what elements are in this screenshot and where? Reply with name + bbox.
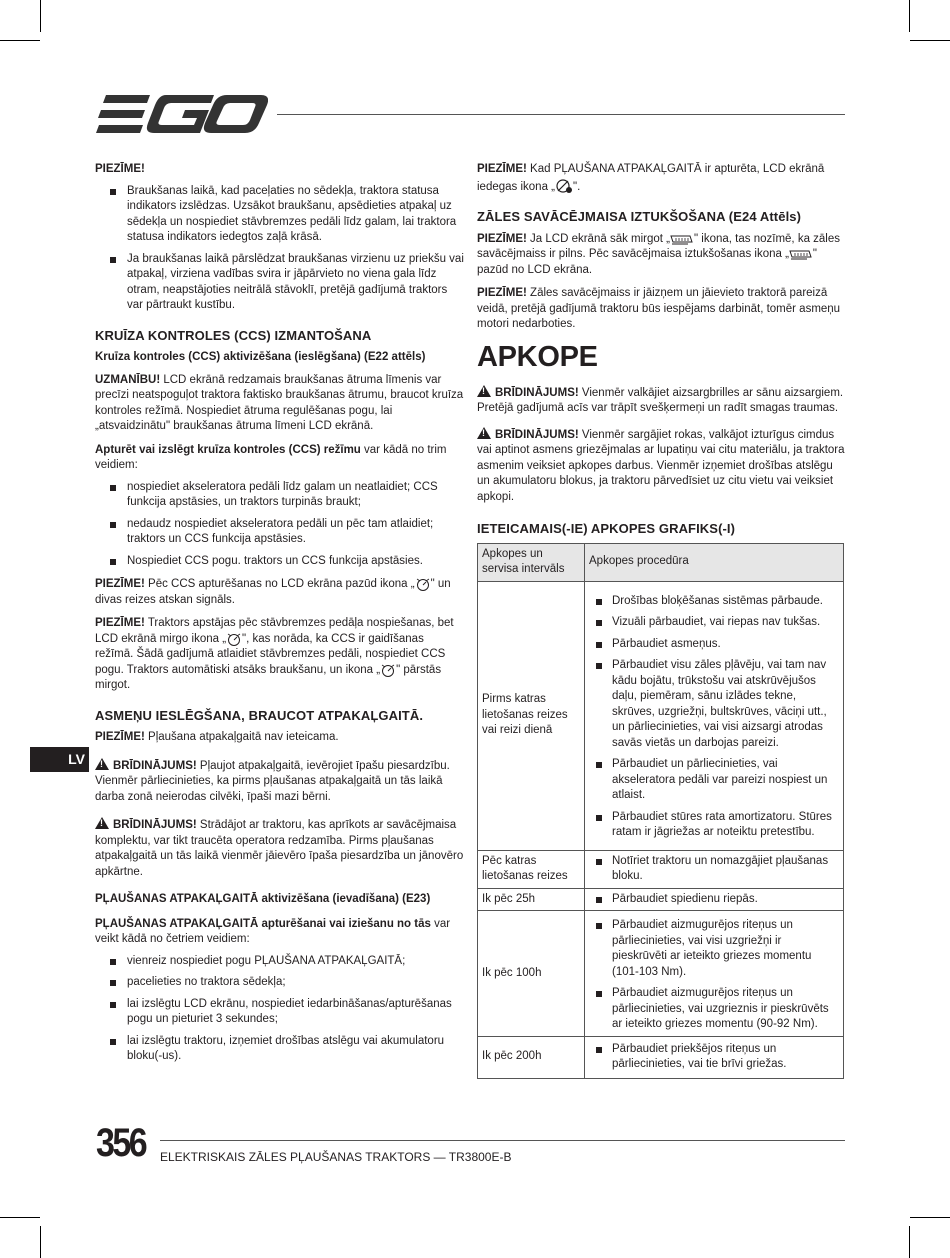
list-item: Notīriet traktoru un nomazgājiet pļaušanas bloku. [589,854,839,885]
reverse-note [95,730,465,746]
table-cell-procedure [585,888,844,911]
note-text: " un divas reizes atskan signāls. [95,578,451,606]
list-item: Pārbaudiet aizmugurējos riteņus un pārliecinieties, vai visi uzgriežņi ir pieskrūvēti ar ieteikto griezes momentu (101-103 Nm). [589,918,839,980]
subheading: PĻAUŠANAS ATPAKAĻGAITĀ aktivizēšana (ievadīšana) (E23) [95,893,431,905]
table-cell-interval: Ik pēc 25h [478,888,585,911]
list-item: Pārbaudiet stūres rata amortizatoru. Stūres ratam ir jāgriežas ar noteiktu pretestību. [589,810,839,841]
section-heading: ZĀLES SAVĀCĒJMAISA IZTUKŠOŠANA (E24 Attēls) [477,209,802,224]
reverse-warning-2 [95,817,465,880]
note-text: Ja LCD ekrānā sāk mirgot „ [526,232,671,245]
list-item: Pārbaudiet un pārliecinieties, vai akseleratora pedāli var pareizi nospiest un atlaist. [589,757,839,804]
warning-icon [95,758,109,770]
note-label: PIEZĪME! [477,232,527,245]
list-item: Pārbaudiet visu zāles pļāvēju, vai tam nav kādu bojātu, trūkstošu vai atskrūvējušos daļu, piemēram, sānu izlādes tekne, skrūves, uzgriežņi, bultskrūves, vāciņi utt., un pārliecinieties, vai visi aizsargi atrodas savās vietās un darbojas pareizi. [589,658,839,751]
warning-label: BRĪDINĀJUMS! [113,759,197,772]
warning-text: Pļaujot atpakaļgaitā, ievērojiet īpašu piesardzību. Vienmēr pārliecinieties, ka pirms pļaušanas atpakaļgaitā un tās laikā darba zonā neierodas cilvēki, īpaši mazi bērni. [95,759,450,803]
list-item: pacelieties no traktora sēdekļa; [95,975,465,991]
reverse-stop-intro [95,917,465,948]
warning-icon [477,427,491,439]
bag-note-1 [477,232,845,279]
list-item: nospiediet akseleratora pedāli līdz galam un neatlaidiet; CCS funkcija apstāsies, un traktors turpinās braukt; [95,480,465,511]
list-item: lai izslēgtu traktoru, izņemiet drošības atslēgu vai akumulatoru bloku(-us). [95,1034,465,1065]
page-number: 356 [96,1121,146,1165]
note-label: PIEZĪME! [95,617,145,629]
note-label: PIEZĪME! [95,578,145,590]
section-heading: KRUĪZA KONTROLES (CCS) IZMANTOŠANA [95,327,372,343]
ccs-stop-intro [95,443,465,474]
list-item: Braukšanas laikā, kad paceļaties no sēdekļa, traktora statusa indikators izslēdzas. Uzsākot braukšanu, apsēdieties atpakaļ uz sēdekļa un nospiediet stāvbremzes pedāli līdz galam, lai traktora statusa indikators iedegtos zaļā krāsā. [95,184,465,246]
note-label: PIEZĪME! [95,731,145,743]
table-cell-procedure [585,850,844,888]
warning-label: BRĪDINĀJUMS! [113,819,197,831]
table-row [478,581,844,850]
maintenance-warning-2 [477,427,845,506]
cruise-control-icon [380,663,396,677]
ccs-stop-rest: var kādā no trim veidiem: [95,443,447,471]
note-list [95,184,465,314]
table-cell-procedure [585,581,844,850]
reverse-stop-rest: var veikt kādā no četriem veidiem: [95,917,451,945]
maintenance-schedule-table [477,543,844,1079]
table-header-row [478,543,844,581]
note-text: Zāles savācējmaiss ir jāizņem un jāievieto traktorā pareizā veidā, pretējā gadījumā traktoru būs iespējams darbināt, tomēr asmeņu motori nedarboties. [477,287,841,330]
table-row [478,1036,844,1078]
list-item: Pārbaudiet spiedienu riepās. [589,892,839,908]
reverse-stop-bold: PĻAUŠANAS ATPAKAĻGAITĀ apturēšanai vai iziešanu no tās [95,917,431,930]
list-item: Nospiediet CCS pogu. traktors un CCS funkcija apstāsies. [95,554,465,570]
note-text: " pārstās mirgot. [95,663,442,691]
caution-text: LCD ekrānā redzamais braukšanas ātruma līmenis var precīzi neatspoguļot traktora faktisko braukšanas ātrumu, braucot kruīza kontroles režīmā. Nospiediet ātruma regulēšanas pogu, lai „atsvaidzinātu" braukšanas ātruma līmeni LCD ekrānā. [95,373,464,432]
note-label: PIEZĪME! [477,287,527,299]
list-item: Pārbaudiet priekšējos riteņus un pārliecinieties, vai tie brīvi griežas. [589,1042,839,1073]
section-heading: IETEICAMAIS(-IE) APKOPES GRAFIKS(-I) [477,521,736,536]
ccs-list [95,480,465,570]
cruise-control-icon [226,632,242,646]
warning-label: BRĪDINĀJUMS! [495,428,579,441]
note-text: Traktors apstājas pēc stāvbremzes pedāļa nospiešanas, bet LCD ekrānā mirgo ikona „ [95,617,454,645]
grass-bag-full-icon [789,247,813,261]
header-rule [277,114,845,115]
table-cell-interval: Ik pēc 100h [478,911,585,1037]
cruise-control-icon [415,577,431,591]
reverse-list [95,954,465,1065]
reverse-mowing-icon [555,178,573,194]
warning-text: Vienmēr sargājiet rokas, valkājot izturīgus cimdus vai aptinot asmens griezējmalas ar lupatiņu vai citu materiālu, ja traktora asmenim veiksiet apkopes darbus. Vienmēr izņemiet drošības atslēgu un akumulatoru blokus, ja traktoru pārvedīsiet uz citu vietu vai veiksiet apkopi. [477,428,845,503]
table-cell-interval: Pirms katras lietošanas reizes vai reizi dienā [478,581,585,850]
list-item: lai izslēgtu LCD ekrānu, nospiediet iedarbināšanas/apturēšanas pogu un pieturiet 3 sekundes; [95,997,465,1028]
table-cell-procedure [585,911,844,1037]
list-item: Pārbaudiet aizmugurējos riteņus un pārliecinieties, vai uzgrieznis ir pieskrūvēts ar ieteikto griezes momentu (90-92 Nm). [589,986,839,1033]
note-label: PIEZĪME! [95,163,145,175]
warning-text: Vienmēr valkājiet aizsargbrilles ar sānu aizsargiem. Pretējā gadījumā acīs var trāpīt svešķermeņi un radīt smagas traumas. [477,386,844,414]
ccs-note-1 [95,577,465,608]
table-cell-procedure [585,1036,844,1078]
warning-label: BRĪDINĀJUMS! [495,386,579,399]
note-text: ", kas norāda, ka CCS ir gaidīšanas režīmā. Šādā gadījumā atlaidiet stāvbremzes pedāli, nospiediet CCS pogu. Traktors automātiski atsāks braukšanu, un ikona „ [95,632,446,676]
bag-note-2 [477,286,845,333]
subheading: Kruīza kontroles (CCS) aktivizēšana (ieslēgšana) (E22 attēls) [95,351,426,363]
section-heading: ASMEŅU IESLĒGŠANA, BRAUCOT ATPAKAĻGAITĀ. [95,707,424,723]
table-header: Apkopes procedūra [585,543,844,581]
list-item: Vizuāli pārbaudiet, vai riepas nav tukšas. [589,615,839,631]
table-header: Apkopes un servisa intervāls [478,543,585,581]
footer-text: ELEKTRISKAIS ZĀLES PĻAUŠANAS TRAKTORS — TR3800E-B [160,1150,512,1164]
ccs-note-2 [95,616,465,694]
table-cell-interval: Pēc katras lietošanas reizes [478,850,585,888]
warning-icon [95,817,109,829]
note-text: " pazūd no LCD ekrāna. [477,248,817,276]
list-item: Ja braukšanas laikā pārslēdzat braukšanas virzienu uz priekšu vai atpakaļ, virziena vadības svira ir jāpārvieto no viena gala līdz otram, neapstājoties neitrālā stāvoklī, pretējā gadījumā traktors var pārtraukt kustību. [95,252,465,314]
note-text: ". [573,180,581,193]
language-tab: LV [30,747,89,772]
warning-icon [477,385,491,397]
note-label: PIEZĪME! [477,163,527,175]
warning-text: Strādājot ar traktoru, kas aprīkots ar savācējmaisa komplektu, var tikt traucēta operatora redzamība. Pirms pļaušanas atpakaļgaitā un tās laikā vienmēr jāievēro īpaša piesardzība un jānovēro apkārtne. [95,819,464,878]
table-row [478,850,844,888]
maintenance-title: APKOPE [477,340,598,373]
table-row [478,911,844,1037]
maintenance-warning-1 [477,385,845,417]
caution-paragraph [95,373,465,435]
ego-logo [96,95,268,133]
list-item: nedaudz nospiediet akseleratora pedāli un pēc tam atlaidiet; traktors un CCS funkcija apstāsies. [95,517,465,548]
reverse-warning-1 [95,758,465,806]
list-item: vienreiz nospiediet pogu PĻAUŠANA ATPAKAĻGAITĀ; [95,954,465,970]
note-text: Pļaušana atpakaļgaitā nav ieteicama. [144,731,339,743]
note-text: " ikona, tas nozīmē, ka zāles savācējmaiss ir pilns. Pēc savācējmaisa iztukšošanas ikona „ [477,232,841,260]
list-item: Drošības bloķēšanas sistēmas pārbaude. [589,594,839,610]
note-text: Pēc CCS apturēšanas no LCD ekrāna pazūd ikona „ [144,578,415,590]
left-column [95,162,465,1073]
ccs-stop-bold: Apturēt vai izslēgt kruīza kontroles (CCS) režīmu [95,443,361,456]
grass-bag-full-icon [670,232,694,246]
list-item: Pārbaudiet asmeņus. [589,637,839,653]
right-column [477,162,845,1079]
table-cell-interval: Ik pēc 200h [478,1036,585,1078]
caution-label: UZMANĪBU! [95,373,161,386]
footer-rule [160,1140,845,1141]
reverse-stopped-note [477,162,845,195]
table-row [478,888,844,911]
note-text: Kad PĻAUŠANA ATPAKAĻGAITĀ ir apturēta, LCD ekrānā iedegas ikona „ [477,163,825,193]
